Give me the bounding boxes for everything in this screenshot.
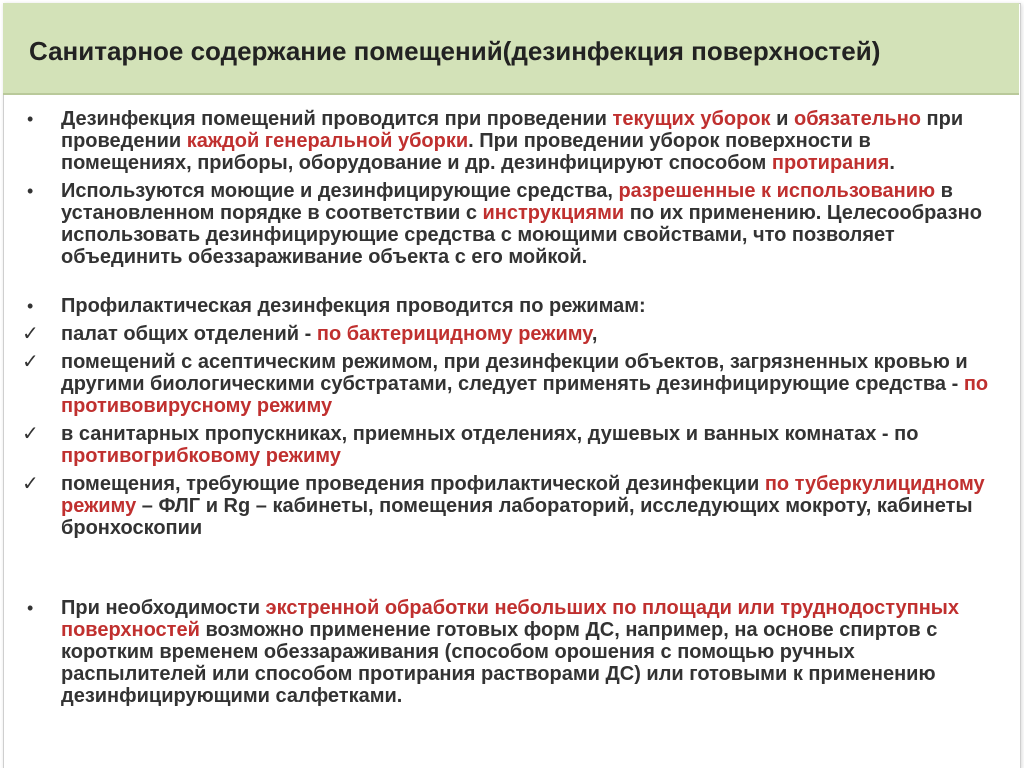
checkmark-icon: ✓ [22, 323, 39, 345]
highlighted-text: противогрибковому режиму [61, 445, 341, 467]
text-segment: , [591, 323, 598, 345]
text-segment: помещений с асептическим режимом, при дезинфекции объектов, загрязненных кровью и другими биологическими субстратами, следует применять дезинфицирующие средства - [61, 351, 968, 395]
checklist-item [20, 473, 1005, 539]
bullet-icon: • [27, 296, 34, 316]
bullet-icon: • [27, 598, 34, 618]
content-area [20, 108, 1005, 713]
text-segment: по их применению. Целесообразно использовать дезинфицирующие средства с моющими свойствами, что позволяет объединить обеззараживание объекта с его мойкой. [61, 202, 982, 268]
list-spacer [20, 274, 1005, 295]
checklist-item [20, 351, 1005, 417]
highlighted-text: по туберкулицидному режиму [61, 473, 985, 517]
highlighted-text: экстренной обработки небольших по площади или труднодоступных поверхностей [61, 597, 960, 641]
text-segment: Используются моющие и дезинфицирующие средства, [61, 180, 619, 202]
checkmark-icon: ✓ [22, 473, 39, 495]
item-text [61, 473, 985, 539]
title-bar [3, 3, 1019, 95]
list-spacer [20, 545, 1005, 597]
highlighted-text: протирания [771, 152, 890, 174]
checkmark-icon: ✓ [22, 423, 39, 445]
text-segment: и [770, 108, 794, 130]
text-segment: – ФЛГ и Rg – кабинеты, помещения лабораторий, исследующих мокроту, кабинеты бронхоскопии [61, 495, 973, 539]
highlighted-text: по бактерицидному режиму [316, 323, 592, 345]
item-text [61, 423, 918, 467]
checklist-item [20, 423, 1005, 467]
bullet-item [20, 597, 1005, 707]
item-text [61, 323, 597, 345]
highlighted-text: обязательно [794, 108, 921, 130]
checklist-item [20, 323, 1005, 345]
item-text [61, 108, 963, 174]
text-segment: помещения, требующие проведения профилактической дезинфекции [61, 473, 765, 495]
highlighted-text: по противовирусному режиму [61, 373, 989, 417]
text-segment: При необходимости [61, 597, 266, 619]
checkmark-icon: ✓ [22, 351, 39, 373]
bullet-item [20, 108, 1005, 174]
text-segment: в установленном порядке в соответствии с [61, 180, 953, 224]
bullet-icon: • [27, 181, 34, 201]
highlighted-text: инструкциями [482, 202, 625, 224]
text-segment: в санитарных пропускниках, приемных отделениях, душевых и ванных комнатах - по [61, 423, 919, 445]
highlighted-text: разрешенные к использованию [618, 180, 936, 202]
highlighted-text: каждой генеральной уборки [186, 130, 469, 152]
text-segment: палат общих отделений - [61, 323, 317, 345]
text-segment: Дезинфекция помещений проводится при проведении [61, 108, 613, 130]
text-segment: . [889, 152, 895, 174]
text-segment: . При проведении уборок поверхности в помещениях, приборы, оборудование и др. дезинфицируют способом [61, 130, 871, 174]
text-segment: при проведении [61, 108, 964, 152]
text-segment: Профилактическая дезинфекция проводится по режимам: [61, 295, 646, 317]
item-text [61, 180, 982, 268]
slide-title: Санитарное содержание помещений(дезинфекция поверхностей) [29, 36, 881, 66]
bullet-icon: • [27, 109, 34, 129]
item-text [61, 295, 646, 317]
text-segment: возможно применение готовых форм ДС, например, на основе спиртов с коротким временем обеззараживания (способом орошения с помощью ручных распылителей или способом протирания растворами ДС) или готовыми к применению дезинфицирующими салфетками. [61, 619, 938, 707]
bullet-item [20, 180, 1005, 268]
highlighted-text: текущих уборок [612, 108, 771, 130]
item-text [61, 597, 959, 707]
item-text [61, 351, 988, 417]
bullet-item [20, 295, 1005, 317]
